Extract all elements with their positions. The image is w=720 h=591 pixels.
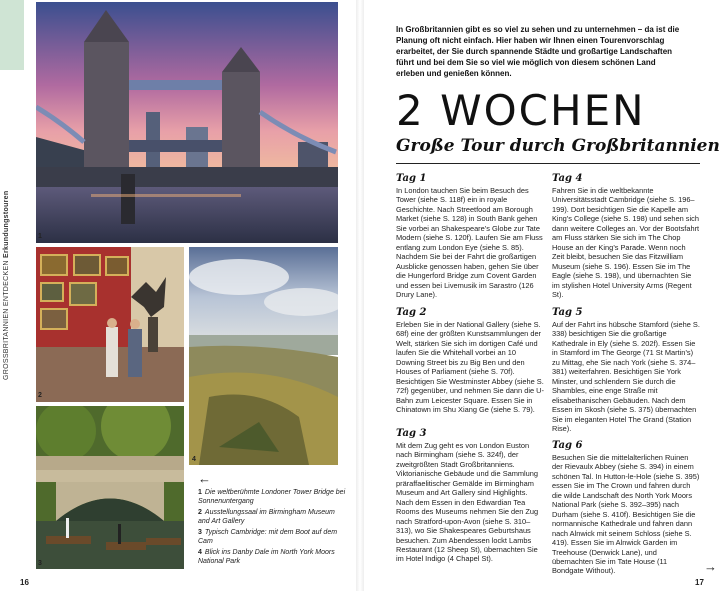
day-section bbox=[396, 173, 544, 299]
photo-number: 2 bbox=[38, 392, 42, 399]
left-page bbox=[0, 0, 356, 591]
photo-cambridge-punting bbox=[36, 406, 184, 569]
day-section bbox=[552, 440, 700, 576]
caption-item: 4 Blick ins Danby Dale im North York Moors National Park bbox=[198, 549, 335, 565]
day-text: In London tauchen Sie beim Besuch des Tower (siehe S. 118f) ein in royale Geschichte. Nach Streetfood am Borough Market (siehe S. 128) in South Bank gehen Sie vorbei an Shakespeare’s Globe zur Tate Modern (siehe S. 120f). Laufen Sie am Fluss entlang zum London Eye (siehe S. 85). Nachdem Sie bei der Fahrt die großartigen Ausblicke genossen haben, gehen Sie über die Hungerford Bridge zum Covent Garden und essen bei Livemusik im Sarastro (126 Drury Lane). bbox=[396, 186, 543, 299]
gutter bbox=[356, 0, 364, 591]
day-section bbox=[552, 307, 700, 433]
day-section bbox=[552, 173, 700, 299]
day-section bbox=[396, 428, 544, 564]
day-heading: Tag 3 bbox=[396, 428, 427, 439]
day-text: Besuchen Sie die mittelalterlichen Ruinen der Rievaulx Abbey (siehe S. 394) in einem schönen Tal. In Hutton-le-Hole (siehe S. 395) essen Sie im The Crown und fahren durch die wilde Landschaft des North York Moors National Park (siehe S. 392–395) nach Durham (siehe S. 410f). Besichtigen Sie die normannische Kathedrale und fahren dann nach Alnwick mit seinem Schloss (siehe S. 419). Essen Sie im Alnwick Garden im Treehouse (Denwick Lane), und übernachten Sie im Tate House (11 Bondgate Without). bbox=[552, 453, 700, 576]
photo-captions bbox=[198, 488, 348, 568]
day-section bbox=[396, 307, 544, 415]
photo-danby-dale bbox=[189, 247, 338, 465]
section-label bbox=[3, 80, 10, 380]
photo-museum-gallery bbox=[36, 247, 184, 402]
caption-item: 3 Typisch Cambridge: mit dem Boot auf dem Cam bbox=[198, 529, 338, 545]
day-text: Fahren Sie in die weltbekannte Universitätsstadt Cambridge (siehe S. 196–199). Dort besichtigen Sie die Kapelle am King’s College (siehe S. 198) und sehen sich dann weitere Colleges an. Vor der Bootsfahrt am Fluss stärken Sie sich im The Chop House an der King’s Parade. Wenn noch Zeit bleibt, besuchen Sie das Fitzwilliam Museum (siehe S. 196). Essen Sie im The Eagle (siehe S. 198), und übernachten Sie im stylishen Hotel University Arms (Regent St). bbox=[552, 186, 700, 299]
caption-item: 1 Die weltberühmte Londoner Tower Bridge bei Sonnenuntergang bbox=[198, 489, 346, 505]
section-label-light: GROSSBRITANNIEN ENTDECKEN bbox=[3, 260, 10, 380]
page-title: 2 WOCHEN bbox=[396, 86, 646, 135]
day-text: Auf der Fahrt ins hübsche Stamford (siehe S. 338) besichtigen Sie die großartige Kathedrale in Ely (siehe S. 202f). Essen Sie in Stamford im The George (71 St Martin’s) zu Mittag, ehe Sie nach York (siehe S. 374–381) weiterfahren. Besichtigen Sie York Minster, und schlendern Sie durch die Shambles, eine enge Straße mit elisabethanischen Gebäuden. Nach dem Essen im Skosh (siehe S. 375) übernachten Sie im eleganten Hotel The Grand (Station Rise). bbox=[552, 320, 700, 433]
page-number-right: 17 bbox=[695, 578, 704, 587]
photo-number: 1 bbox=[38, 233, 42, 240]
right-page bbox=[364, 0, 720, 591]
arrow-right-icon: → bbox=[704, 559, 717, 574]
divider bbox=[396, 163, 700, 164]
day-text: Erleben Sie in der National Gallery (siehe S. 68f) eine der größten Kunstsammlungen der Welt, stärken Sie sich im dortigen Café und laufen Sie die Whitehall vorbei an 10 Downing Street bis zu Big Ben und den Houses of Parliament (siehe S. 70f). Besichtigen Sie Westminster Abbey (siehe S. 72f) gegenüber, und nehmen Sie dann die U-Bahn zum Leicester Square. Essen Sie in Chinatown im Shu Xiang Ge (siehe S. 79). bbox=[396, 320, 544, 415]
day-heading: Tag 1 bbox=[396, 173, 427, 184]
arrow-left-icon: ← bbox=[198, 471, 211, 486]
photo-number: 4 bbox=[192, 456, 196, 463]
intro-text: In Großbritannien gibt es so viel zu sehen und zu unternehmen – da ist die Planung oft nicht einfach. Hier haben wir Ihnen einen Tourenvorschlag erarbeitet, der Sie durch spannende Städte und großartige Landschaften führt und bei dem Sie so viel wie möglich von diesem schönen Land erleben und genießen können. bbox=[396, 25, 680, 78]
day-heading: Tag 5 bbox=[552, 307, 583, 318]
photo-tower-bridge bbox=[36, 2, 338, 243]
section-tab bbox=[0, 0, 24, 70]
section-label-bold: Erkundungstouren bbox=[3, 190, 10, 258]
caption-item: 2 Ausstellungssaal im Birmingham Museum and Art Gallery bbox=[198, 509, 335, 525]
page-subtitle: Große Tour durch Großbritannien bbox=[396, 136, 720, 156]
day-heading: Tag 6 bbox=[552, 440, 583, 451]
day-heading: Tag 2 bbox=[396, 307, 427, 318]
page-number-left: 16 bbox=[20, 578, 29, 587]
day-text: Mit dem Zug geht es von London Euston nach Birmingham (siehe S. 324f), der zweitgrößten Stadt Großbritanniens. Viktorianische Gebäude und die Sammlung präraffaelitischer Gemälde im Birmingham Museum and Art Gallery sind Highlights. Nach dem Essen in den Edwardian Tea Rooms des Museums nehmen Sie den Zug nach Stratford-upon-Avon (siehe S. 310–313), wo Sie Shakespeares Geburtshaus besuchen. Zum Abendessen lockt Lambs Restaurant (12 Sheep St), übernachten Sie im Hotel Indigo (4 Chapel St). bbox=[396, 441, 539, 564]
photo-number: 3 bbox=[38, 560, 42, 567]
day-heading: Tag 4 bbox=[552, 173, 583, 184]
